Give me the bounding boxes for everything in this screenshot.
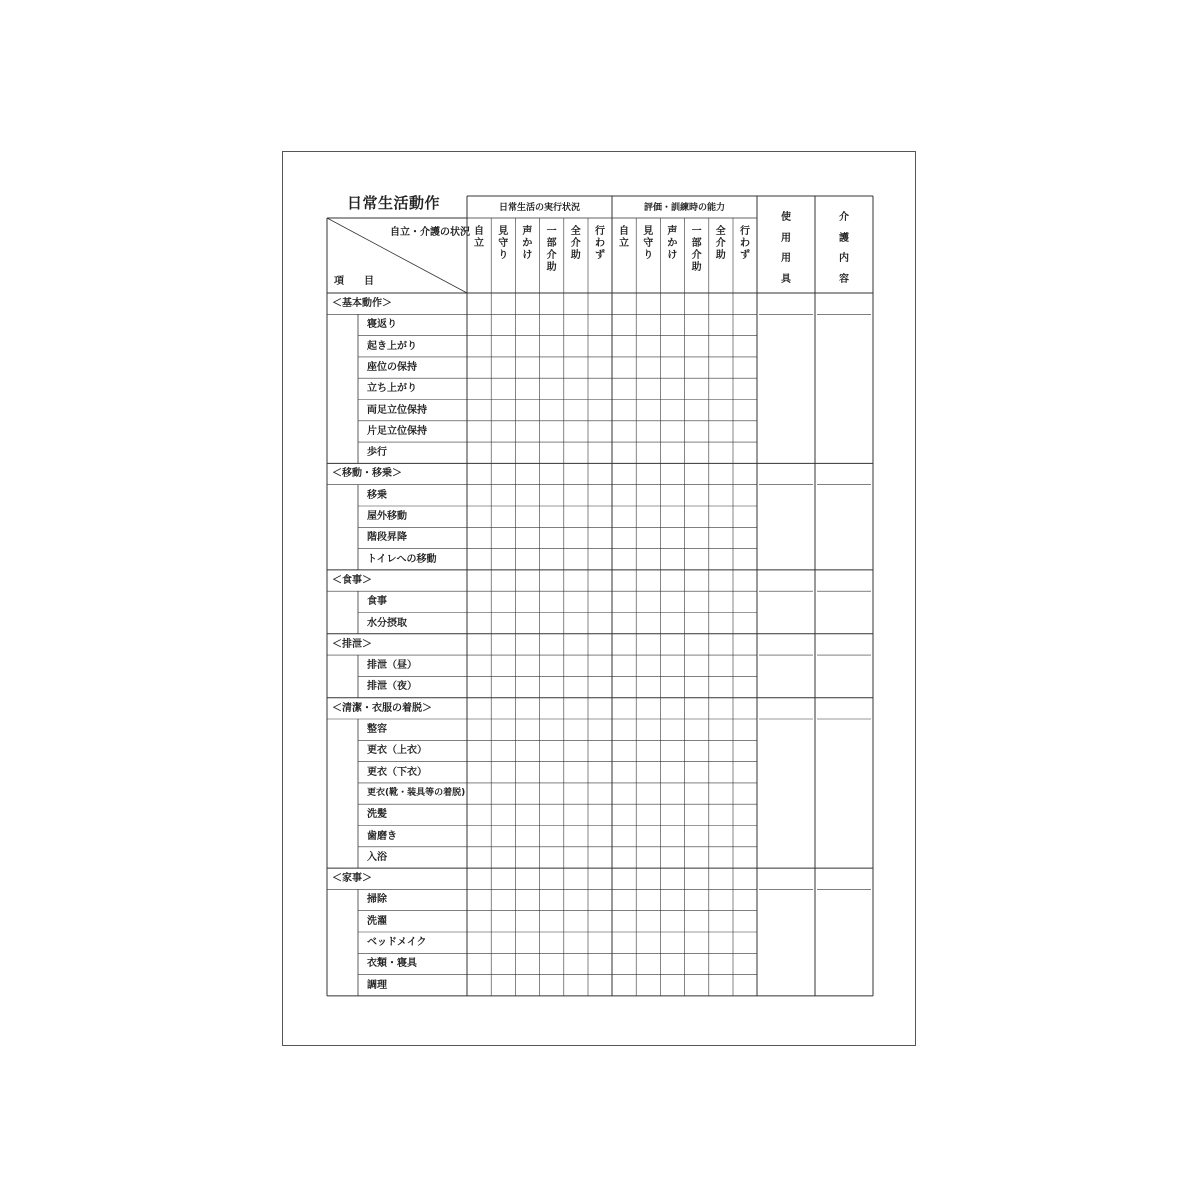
adl-table: [327, 196, 873, 1001]
item-label: 立ち上がり: [367, 383, 417, 395]
item-label: 歩行: [367, 447, 387, 459]
level-header-eval-5: 行わず: [740, 226, 750, 261]
group-label-actual: 日常生活の実行状況: [498, 203, 580, 213]
header-items-label: 項 目: [334, 276, 374, 287]
item-label: 調理: [367, 979, 387, 991]
item-label: 水分摂取: [367, 617, 407, 629]
level-header-actual-0: 自立: [474, 226, 484, 249]
level-header-eval-1: 見守り: [643, 226, 654, 261]
item-label: 起き上がり: [367, 340, 417, 352]
section-label: ＜排泄＞: [332, 638, 372, 650]
item-label: 移乗: [367, 489, 387, 501]
item-label: 更衣（上衣）: [367, 745, 427, 757]
item-label: 屋外移動: [367, 511, 407, 522]
item-label: 階段昇降: [367, 532, 407, 544]
header-care: 介護内容: [839, 212, 849, 285]
form-title: 日常生活動作: [347, 194, 441, 212]
item-label: 洗髪: [367, 809, 387, 821]
group-label-eval: 評価・訓練時の能力: [643, 203, 725, 213]
item-label: ベッドメイク: [367, 937, 427, 948]
section-label: ＜移動・移乗＞: [332, 468, 402, 480]
item-label: 掃除: [367, 894, 387, 906]
level-header-actual-4: 全介助: [570, 226, 581, 261]
level-header-actual-1: 見守り: [498, 226, 509, 261]
level-header-eval-3: 一部介助: [691, 226, 702, 273]
item-label: 洗濯: [367, 915, 387, 927]
item-label: 両足立位保持: [367, 404, 427, 416]
item-label: 歯磨き: [367, 830, 397, 842]
item-label: 衣類・寝具: [367, 958, 417, 970]
item-label: 片足立位保持: [367, 425, 427, 437]
table-gridlines: [327, 196, 873, 1001]
item-label: 更衣(靴・装具等の着脱): [367, 787, 466, 798]
level-header-eval-4: 全介助: [715, 226, 726, 261]
level-header-eval-2: 声かけ: [667, 226, 678, 261]
item-label: 入浴: [367, 851, 387, 863]
item-label: 寝返り: [367, 319, 397, 331]
item-label: 整容: [367, 724, 387, 735]
section-label: ＜基本動作＞: [332, 298, 392, 309]
item-label: トイレへの移動: [367, 553, 437, 565]
header-status-label: 自立・介護の状況: [390, 227, 470, 238]
level-header-actual-3: 一部介助: [546, 226, 557, 273]
item-label: 排泄（夜）: [367, 681, 417, 693]
level-header-actual-2: 声かけ: [522, 226, 533, 261]
level-header-eval-0: 自立: [619, 226, 629, 249]
item-label: 食事: [367, 596, 387, 608]
section-label: ＜家事＞: [332, 873, 372, 885]
item-label: 排泄（昼）: [367, 660, 417, 672]
level-header-actual-5: 行わず: [595, 226, 605, 261]
section-label: ＜清潔・衣服の着脱＞: [332, 702, 432, 714]
item-label: 座位の保持: [367, 361, 417, 373]
section-label: ＜食事＞: [332, 574, 372, 586]
item-label: 更衣（下衣）: [367, 766, 427, 778]
header-tools: 使用用具: [781, 212, 791, 285]
